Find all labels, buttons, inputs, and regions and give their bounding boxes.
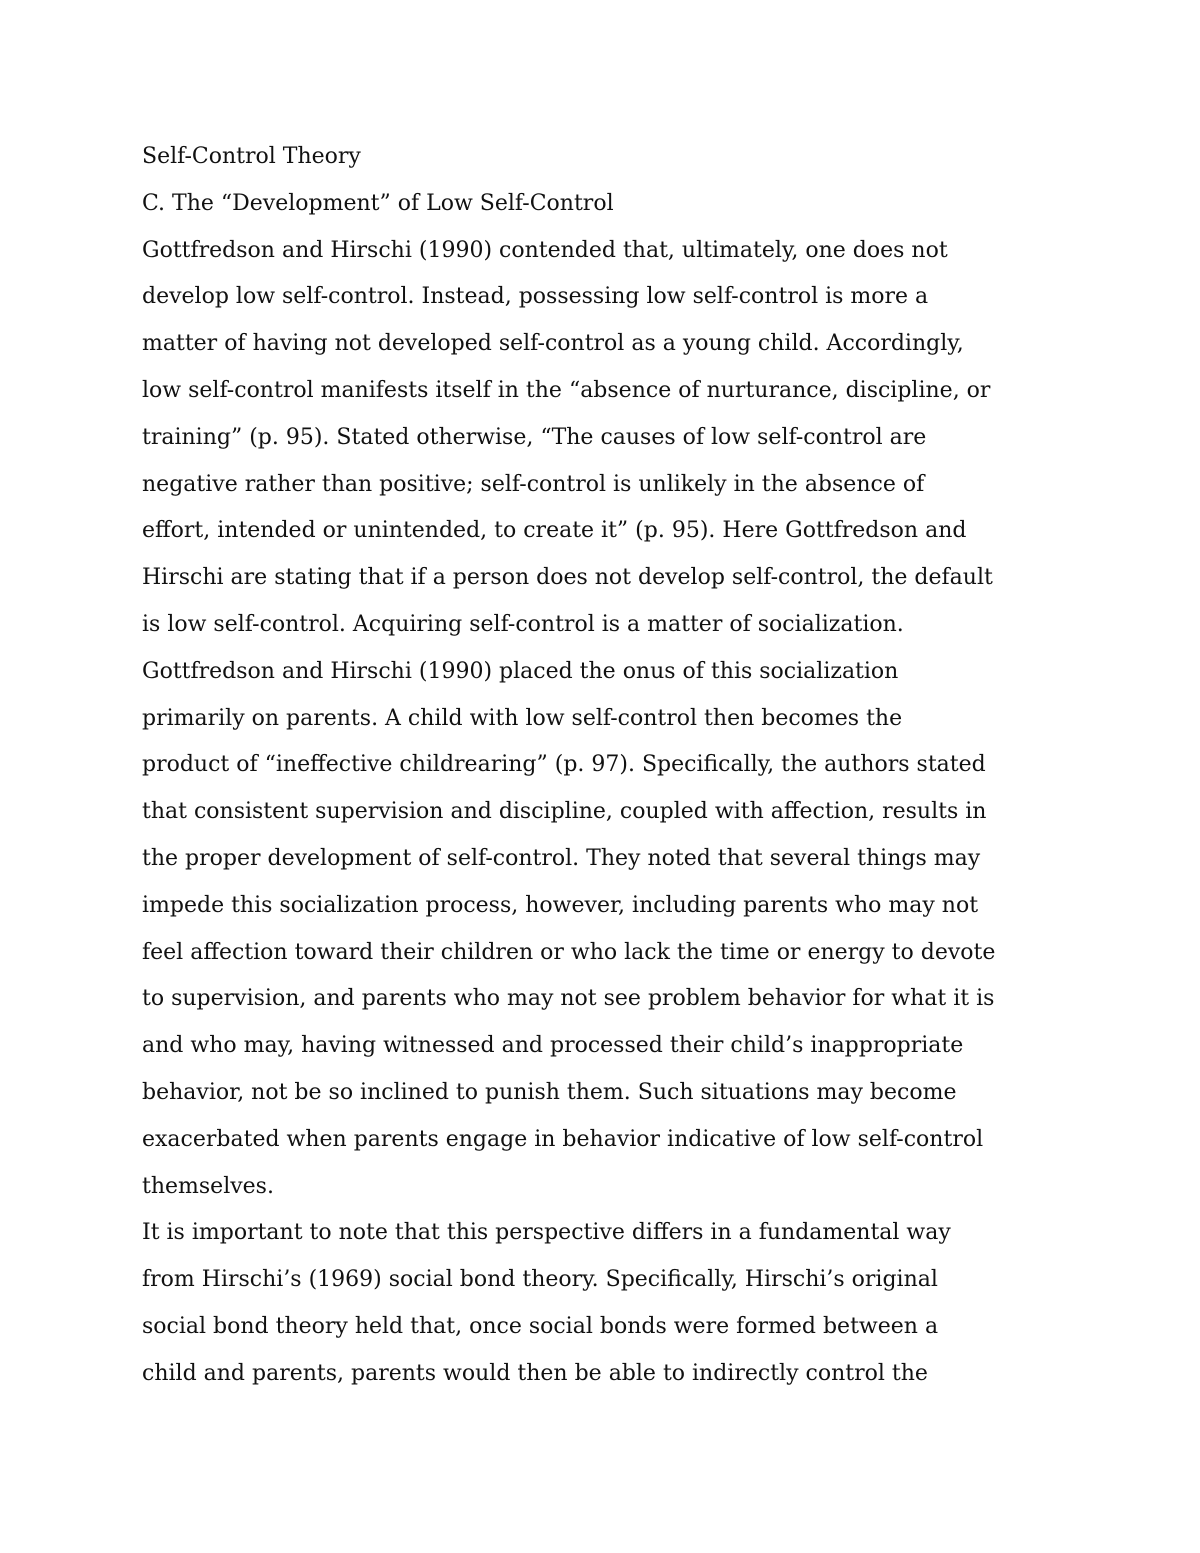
paragraph-line: low self-control manifests itself in the “absence of nurturance, discipline, or: [142, 377, 991, 403]
paragraph-line: Gottfredson and Hirschi (1990) placed the onus of this socialization: [142, 658, 899, 684]
paragraph-line: social bond theory held that, once social bonds were formed between a: [142, 1313, 939, 1339]
paragraph-line: exacerbated when parents engage in behavior indicative of low self-control: [142, 1126, 984, 1152]
paragraph-line: effort, intended or unintended, to create it” (p. 95). Here Gottfredson and: [142, 518, 967, 544]
paragraph-line: from Hirschi’s (1969) social bond theory. Specifically, Hirschi’s original: [142, 1267, 938, 1293]
paragraph-line: Hirschi are stating that if a person does not develop self-control, the default: [142, 565, 993, 591]
document-title: Self-Control Theory: [142, 144, 361, 169]
paragraph-line: the proper development of self-control. They noted that several things may: [142, 845, 981, 871]
paragraph-line: Gottfredson and Hirschi (1990) contended that, ultimately, one does not: [142, 237, 948, 263]
paragraph-line: and who may, having witnessed and processed their child’s inappropriate: [142, 1033, 964, 1059]
paragraph-line: primarily on parents. A child with low self-control then becomes the: [142, 705, 903, 731]
paragraph-line: develop low self-control. Instead, possessing low self-control is more a: [142, 284, 929, 310]
paragraph-line: matter of having not developed self-control as a young child. Accordingly,: [142, 331, 964, 357]
paragraph-line: impede this socialization process, however, including parents who may not: [142, 892, 979, 918]
paragraph-line: themselves.: [142, 1173, 274, 1199]
paragraph-2: [142, 1210, 1062, 1397]
paragraph-line: child and parents, parents would then be able to indirectly control the: [142, 1360, 928, 1386]
section-heading: C. The “Development” of Low Self-Control: [142, 190, 614, 216]
document-body: [142, 134, 1062, 1398]
paragraph-line: product of “ineffective childrearing” (p. 97). Specifically, the authors stated: [142, 752, 986, 778]
paragraph-1: [142, 228, 1062, 1211]
paragraph-line: It is important to note that this perspective differs in a fundamental way: [142, 1220, 951, 1246]
paragraph-line: behavior, not be so inclined to punish them. Such situations may become: [142, 1079, 957, 1105]
paragraph-line: feel affection toward their children or who lack the time or energy to devote: [142, 939, 996, 965]
paragraph-line: negative rather than positive; self-control is unlikely in the absence of: [142, 471, 925, 497]
paragraph-line: is low self-control. Acquiring self-control is a matter of socialization.: [142, 611, 904, 637]
paragraph-line: that consistent supervision and discipline, coupled with affection, results in: [142, 799, 987, 825]
paragraph-line: training” (p. 95). Stated otherwise, “The causes of low self-control are: [142, 424, 927, 450]
paragraph-line: to supervision, and parents who may not see problem behavior for what it is: [142, 986, 995, 1012]
